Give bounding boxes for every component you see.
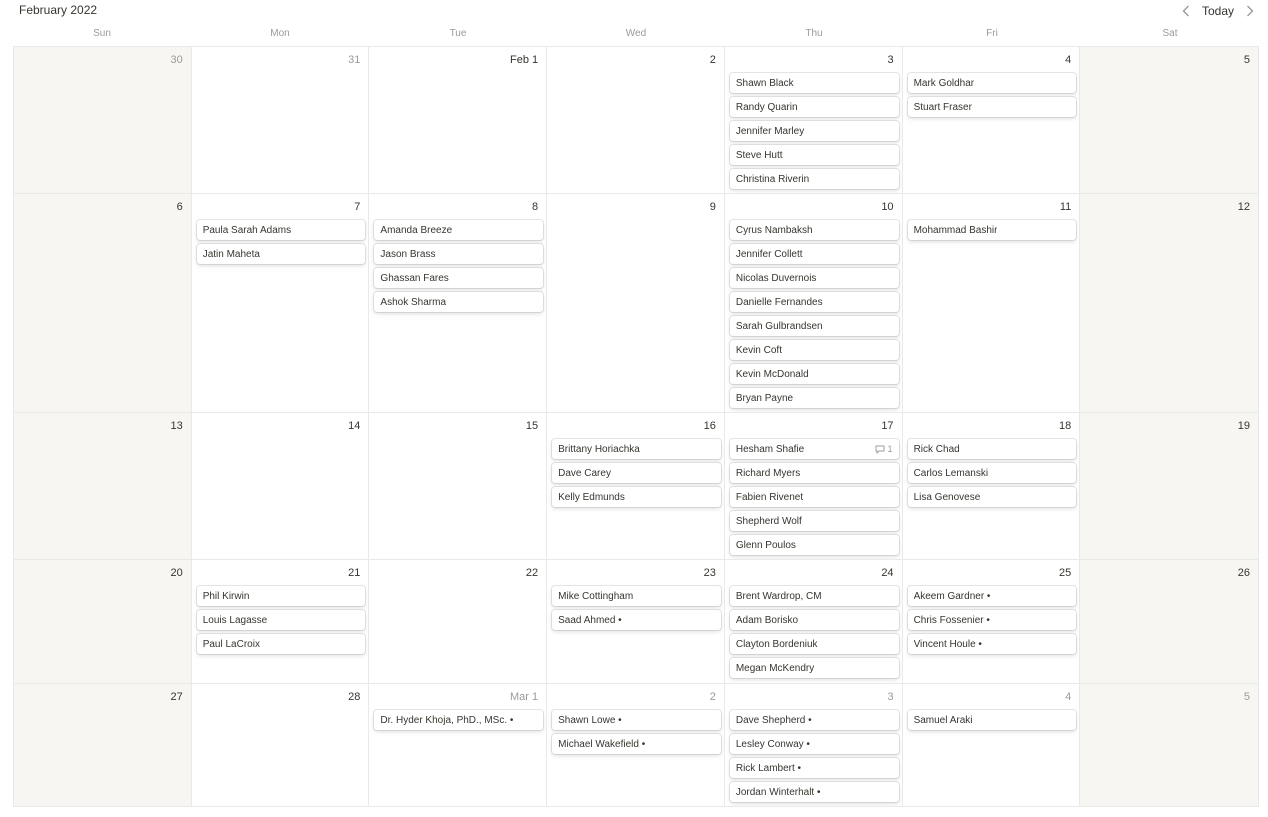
event-title: Shawn Black xyxy=(735,77,794,89)
event-list xyxy=(552,586,721,630)
event-card[interactable] xyxy=(908,220,1077,240)
event-card[interactable] xyxy=(730,586,899,606)
day-number: 10 xyxy=(881,201,894,213)
event-list xyxy=(374,220,543,312)
event-title: Paul LaCroix xyxy=(202,638,260,650)
event-card[interactable] xyxy=(730,292,899,312)
day-number: Feb 1 xyxy=(510,54,539,66)
event-title: Ashok Sharma xyxy=(380,296,447,308)
event-card[interactable] xyxy=(552,439,721,459)
weekday-label: Tue xyxy=(449,28,467,39)
calendar-grid xyxy=(13,46,1259,807)
calendar-header xyxy=(0,0,1268,22)
event-list xyxy=(908,220,1077,240)
day-cell[interactable] xyxy=(903,560,1081,684)
day-cell[interactable] xyxy=(725,684,903,806)
event-card[interactable] xyxy=(730,244,899,264)
day-number: 3 xyxy=(887,691,894,703)
day-cell[interactable] xyxy=(725,413,903,560)
event-card[interactable] xyxy=(730,734,899,754)
event-title: Fabien Rivenet xyxy=(735,491,804,503)
event-card[interactable] xyxy=(908,463,1077,483)
event-title: Jordan Winterhalt • xyxy=(735,786,821,798)
event-card[interactable] xyxy=(730,268,899,288)
event-title: Adam Borisko xyxy=(735,614,799,626)
month-title: February 2022 xyxy=(19,3,98,17)
event-card[interactable] xyxy=(730,758,899,778)
event-title: Mike Cottingham xyxy=(558,590,634,602)
event-card[interactable] xyxy=(908,439,1077,459)
day-cell[interactable] xyxy=(547,560,725,684)
day-number: 22 xyxy=(525,567,539,579)
day-cell[interactable] xyxy=(547,194,725,413)
day-number: 31 xyxy=(348,54,361,66)
day-number: 14 xyxy=(348,420,361,432)
event-title: Rick Lambert • xyxy=(735,762,802,774)
day-cell[interactable] xyxy=(1080,413,1258,560)
event-card[interactable] xyxy=(374,710,543,730)
event-title: Shepherd Wolf xyxy=(735,515,802,527)
event-title: Cyrus Nambaksh xyxy=(735,224,813,236)
day-cell[interactable] xyxy=(14,47,192,194)
day-number: 5 xyxy=(1243,54,1250,66)
event-card[interactable] xyxy=(730,710,899,730)
event-title: Lesley Conway • xyxy=(735,738,810,750)
event-list xyxy=(730,220,899,408)
day-cell[interactable] xyxy=(903,47,1081,194)
event-title: Paula Sarah Adams xyxy=(202,224,292,236)
event-card[interactable] xyxy=(552,734,721,754)
event-card[interactable] xyxy=(730,439,899,459)
day-number: 13 xyxy=(170,420,183,432)
event-title: Kelly Edmunds xyxy=(558,491,625,503)
weekday-label: Mon xyxy=(270,28,290,39)
event-card[interactable] xyxy=(197,610,366,630)
event-title: Mark Goldhar xyxy=(913,77,975,89)
day-cell[interactable] xyxy=(547,47,725,194)
event-title: Randy Quarin xyxy=(735,101,798,113)
event-card[interactable] xyxy=(908,710,1077,730)
day-cell[interactable] xyxy=(369,684,547,806)
day-cell[interactable] xyxy=(14,413,192,560)
event-title: Christina Riverin xyxy=(735,173,810,185)
event-title: Jason Brass xyxy=(380,248,436,260)
event-card[interactable] xyxy=(730,634,899,654)
day-number: 12 xyxy=(1237,201,1250,213)
event-title: Bryan Payne xyxy=(735,392,794,404)
event-card[interactable] xyxy=(730,121,899,141)
day-number: 17 xyxy=(881,420,894,432)
day-number: 30 xyxy=(170,54,183,66)
event-card[interactable] xyxy=(730,316,899,336)
event-card[interactable] xyxy=(552,710,721,730)
event-card[interactable] xyxy=(374,244,543,264)
event-card[interactable] xyxy=(197,244,366,264)
event-card[interactable] xyxy=(908,97,1077,117)
day-number: 20 xyxy=(170,567,183,579)
calendar-nav xyxy=(1178,1,1258,21)
event-title: Lisa Genovese xyxy=(913,491,981,503)
event-card[interactable] xyxy=(730,487,899,507)
event-title: Mohammad Bashir xyxy=(913,224,998,236)
event-card[interactable] xyxy=(730,73,899,93)
day-cell[interactable] xyxy=(369,560,547,684)
event-title: Vincent Houle • xyxy=(913,638,982,650)
today-button[interactable]: Today xyxy=(1201,4,1234,18)
day-cell[interactable] xyxy=(903,194,1081,413)
event-card[interactable] xyxy=(552,487,721,507)
day-number: 21 xyxy=(348,567,361,579)
weekday-label: Sun xyxy=(93,28,111,39)
event-list xyxy=(730,73,899,189)
event-list xyxy=(730,586,899,678)
event-list xyxy=(908,439,1077,507)
event-title: Steve Hutt xyxy=(735,149,783,161)
event-card[interactable] xyxy=(730,169,899,189)
day-cell[interactable] xyxy=(369,413,547,560)
event-list xyxy=(730,439,899,555)
event-card[interactable] xyxy=(730,511,899,531)
event-card[interactable] xyxy=(730,364,899,384)
event-list xyxy=(197,586,366,654)
day-number: 2 xyxy=(709,54,716,66)
event-card[interactable] xyxy=(730,388,899,408)
event-title: Phil Kirwin xyxy=(202,590,250,602)
event-card[interactable] xyxy=(908,610,1077,630)
day-number: 27 xyxy=(170,691,183,703)
day-cell[interactable] xyxy=(192,47,370,194)
event-title: Louis Lagasse xyxy=(202,614,268,626)
weekday-label: Wed xyxy=(625,28,647,39)
event-title: Nicolas Duvernois xyxy=(735,272,817,284)
event-title: Amanda Breeze xyxy=(380,224,453,236)
day-number: 24 xyxy=(881,567,894,579)
event-list xyxy=(197,220,366,264)
event-card[interactable] xyxy=(552,463,721,483)
day-cell[interactable] xyxy=(14,684,192,806)
event-title: Rick Chad xyxy=(913,443,960,455)
day-cell[interactable] xyxy=(1080,560,1258,684)
event-card[interactable] xyxy=(730,463,899,483)
day-number: 28 xyxy=(348,691,361,703)
event-list xyxy=(552,710,721,754)
event-list xyxy=(908,73,1077,117)
event-card[interactable] xyxy=(552,610,721,630)
day-cell[interactable] xyxy=(1080,684,1258,806)
event-title: Brittany Horiachka xyxy=(558,443,640,455)
event-card[interactable] xyxy=(374,268,543,288)
event-title: Michael Wakefield • xyxy=(558,738,646,750)
event-title: Glenn Poulos xyxy=(735,539,796,551)
day-number: 26 xyxy=(1237,567,1250,579)
event-title: Chris Fossenier • xyxy=(913,614,990,626)
comment-count: 1 xyxy=(887,444,893,454)
day-cell[interactable] xyxy=(1080,194,1258,413)
weekday-label: Thu xyxy=(805,28,823,39)
event-title: Ghassan Fares xyxy=(380,272,449,284)
day-number: 19 xyxy=(1237,420,1250,432)
event-card[interactable] xyxy=(730,340,899,360)
day-number: 18 xyxy=(1059,420,1072,432)
comment-icon xyxy=(875,445,885,454)
day-number: 3 xyxy=(887,54,894,66)
day-cell[interactable] xyxy=(192,684,370,806)
event-title: Jennifer Collett xyxy=(735,248,803,260)
day-cell[interactable] xyxy=(1080,47,1258,194)
event-title: Kevin Coft xyxy=(735,344,782,356)
day-cell[interactable] xyxy=(14,560,192,684)
day-number: 7 xyxy=(354,201,361,213)
day-number: 8 xyxy=(532,201,539,213)
event-title: Hesham Shafie xyxy=(735,443,805,455)
chevron-left-icon[interactable] xyxy=(1178,2,1194,20)
day-cell[interactable] xyxy=(725,47,903,194)
day-number: 2 xyxy=(709,691,716,703)
day-number: 4 xyxy=(1065,691,1072,703)
event-title: Brent Wardrop, CM xyxy=(735,590,822,602)
event-card[interactable] xyxy=(374,292,543,312)
day-cell[interactable] xyxy=(725,560,903,684)
day-number: 11 xyxy=(1059,201,1072,213)
day-number: 6 xyxy=(176,201,183,213)
day-number: 23 xyxy=(703,567,716,579)
event-title: Dave Carey xyxy=(558,467,611,479)
day-cell[interactable] xyxy=(725,194,903,413)
day-cell[interactable] xyxy=(369,47,547,194)
event-card[interactable] xyxy=(374,220,543,240)
chevron-right-icon[interactable] xyxy=(1242,2,1258,20)
day-cell[interactable] xyxy=(903,684,1081,806)
weekday-label: Sat xyxy=(1162,28,1178,39)
event-card[interactable] xyxy=(908,634,1077,654)
event-title: Stuart Fraser xyxy=(913,101,972,113)
event-card[interactable] xyxy=(197,586,366,606)
event-title: Dave Shepherd • xyxy=(735,714,812,726)
event-title: Clayton Bordeniuk xyxy=(735,638,818,650)
day-number: 5 xyxy=(1243,691,1250,703)
day-cell[interactable] xyxy=(192,194,370,413)
day-number: 9 xyxy=(709,201,716,213)
event-title: Carlos Lemanski xyxy=(913,467,989,479)
day-number: 15 xyxy=(525,420,539,432)
event-title: Danielle Fernandes xyxy=(735,296,823,308)
event-title: Samuel Araki xyxy=(913,714,973,726)
day-cell[interactable] xyxy=(547,684,725,806)
event-card[interactable] xyxy=(730,610,899,630)
event-card[interactable] xyxy=(197,634,366,654)
event-title: Akeem Gardner • xyxy=(913,590,991,602)
event-list xyxy=(552,439,721,507)
event-title: Dr. Hyder Khoja, PhD., MSc. • xyxy=(380,714,514,726)
day-number: 4 xyxy=(1065,54,1072,66)
event-list xyxy=(908,586,1077,654)
day-number: 25 xyxy=(1059,567,1072,579)
weekday-label: Fri xyxy=(986,28,998,39)
event-list xyxy=(908,710,1077,730)
day-cell[interactable] xyxy=(192,560,370,684)
event-card[interactable] xyxy=(908,586,1077,606)
event-card[interactable] xyxy=(197,220,366,240)
comment-indicator[interactable] xyxy=(875,444,893,454)
event-card[interactable] xyxy=(908,73,1077,93)
event-list xyxy=(730,710,899,802)
day-cell[interactable] xyxy=(547,413,725,560)
event-title: Sarah Gulbrandsen xyxy=(735,320,823,332)
event-card[interactable] xyxy=(552,586,721,606)
event-title: Megan McKendry xyxy=(735,662,815,674)
event-title: Richard Myers xyxy=(735,467,801,479)
event-title: Jennifer Marley xyxy=(735,125,805,137)
day-cell[interactable] xyxy=(192,413,370,560)
event-card[interactable] xyxy=(730,97,899,117)
weekday-header xyxy=(13,27,1259,43)
day-number: 16 xyxy=(703,420,716,432)
event-card[interactable] xyxy=(908,487,1077,507)
event-title: Jatin Maheta xyxy=(202,248,260,260)
day-number: Mar 1 xyxy=(510,691,539,703)
event-title: Shawn Lowe • xyxy=(558,714,622,726)
event-list xyxy=(374,710,543,730)
event-card[interactable] xyxy=(730,220,899,240)
event-card[interactable] xyxy=(730,782,899,802)
event-card[interactable] xyxy=(730,658,899,678)
event-title: Saad Ahmed • xyxy=(558,614,622,626)
day-cell[interactable] xyxy=(14,194,192,413)
day-cell[interactable] xyxy=(903,413,1081,560)
event-title: Kevin McDonald xyxy=(735,368,809,380)
event-card[interactable] xyxy=(730,145,899,165)
day-cell[interactable] xyxy=(369,194,547,413)
event-card[interactable] xyxy=(730,535,899,555)
